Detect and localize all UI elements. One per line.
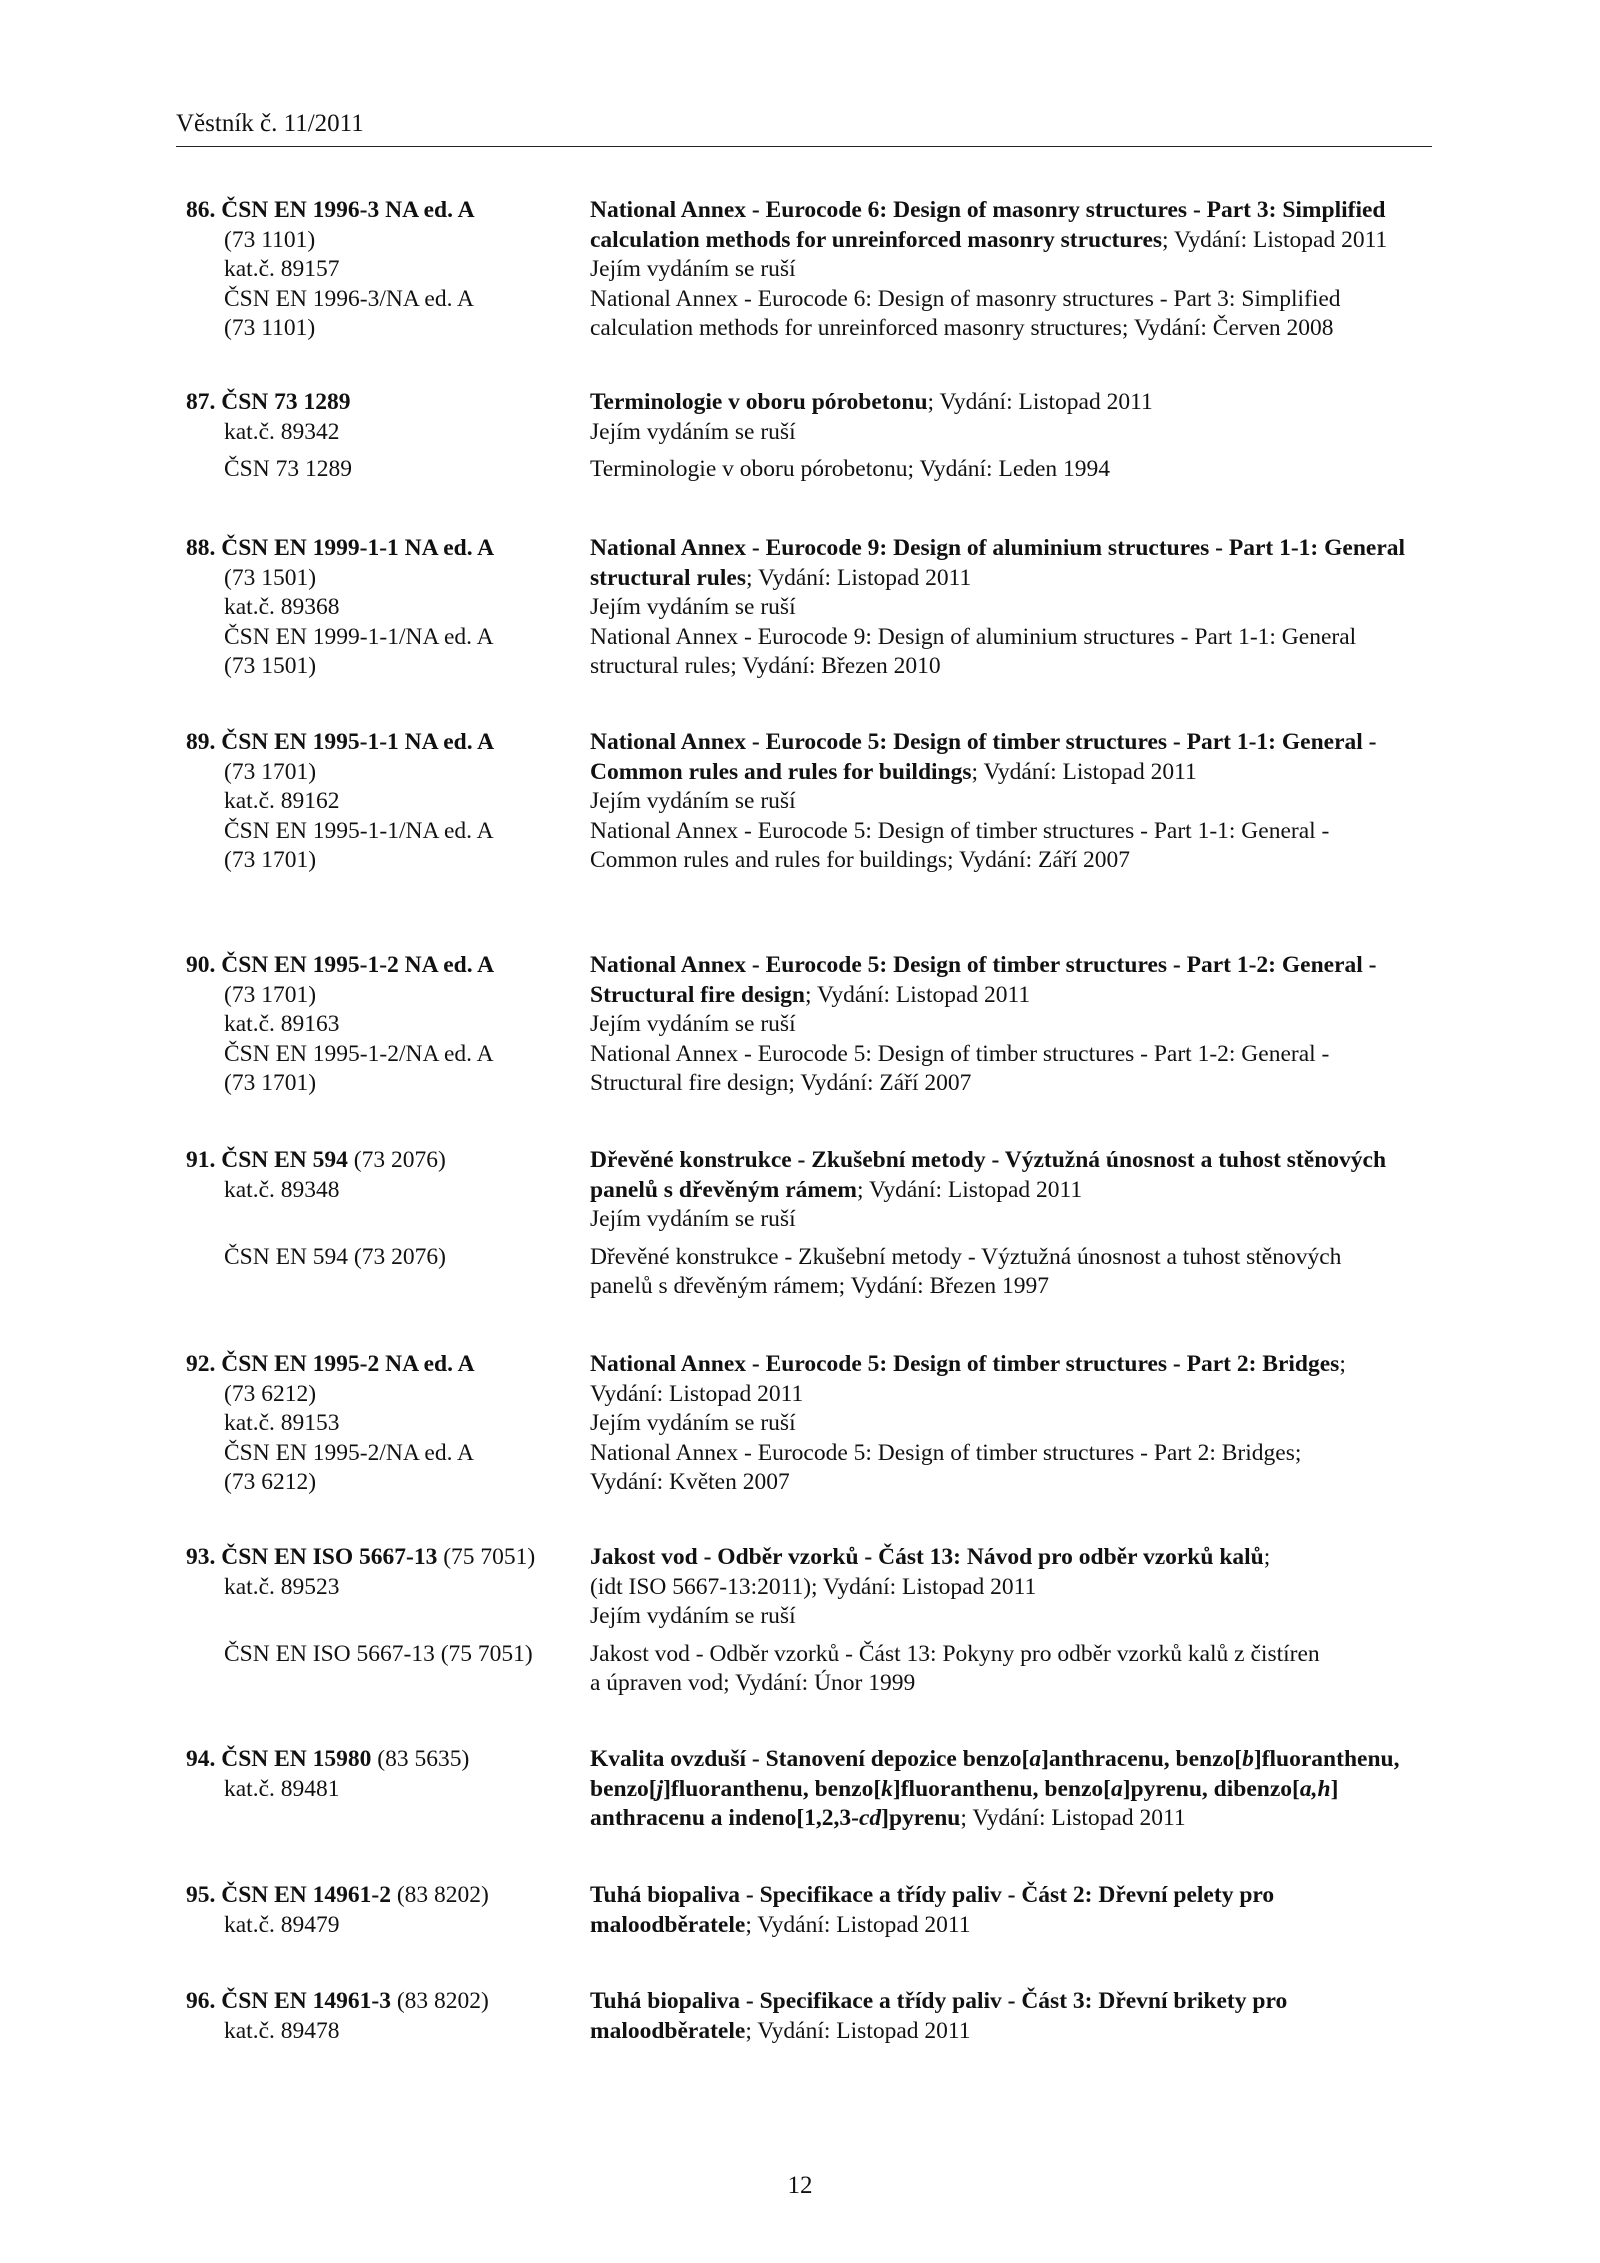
standard-title: Dřevěné konstrukce - Zkušební metody - Výztužná únosnost a tuhost stěnových bbox=[590, 1147, 1387, 1173]
catalog-number: kat.č. 89342 bbox=[224, 418, 340, 445]
replaced-standard-title-cont: Vydání: Květen 2007 bbox=[590, 1469, 790, 1495]
title-part-italic: a bbox=[1110, 1775, 1123, 1802]
standard-title-cont bbox=[590, 1804, 1450, 1834]
standard-title-cont: maloodběratele bbox=[590, 1911, 746, 1938]
title-part: ]fluoranthenu, benzo[ bbox=[892, 1775, 1111, 1802]
standard-title: Tuhá biopaliva - Specifikace a třídy paliv - Část 2: Dřevní pelety pro bbox=[590, 1882, 1275, 1908]
replaced-standard-title: Jakost vod - Odběr vzorků - Část 13: Pokyny pro odběr vzorků kalů z čistíren bbox=[590, 1640, 1320, 1667]
replaced-standard-title: National Annex - Eurocode 6: Design of masonry structures - Part 3: Simplified bbox=[590, 285, 1341, 312]
title-part-italic: cd bbox=[858, 1805, 882, 1831]
issue-date: ; Vydání: Listopad 2011 bbox=[927, 389, 1153, 415]
standard-title bbox=[590, 1745, 1450, 1775]
classification-number: (83 8202) bbox=[390, 1988, 489, 2014]
title-part: benzo[ bbox=[590, 1775, 657, 1802]
standard-title: National Annex - Eurocode 5: Design of timber structures - Part 1-2: General - bbox=[590, 952, 1377, 978]
standard-title-cont: Common rules and rules for buildings bbox=[590, 758, 972, 785]
standard-code: ČSN EN 1999-1-1 NA ed. A bbox=[221, 535, 495, 561]
entry-number: 87. bbox=[186, 389, 216, 415]
entry-number: 95. bbox=[186, 1882, 216, 1908]
standard-title: Terminologie v oboru pórobetonu bbox=[590, 389, 928, 415]
entry-number: 86. bbox=[186, 197, 216, 223]
entry-number: 91. bbox=[186, 1147, 216, 1173]
standard-code: ČSN EN 594 bbox=[221, 1147, 348, 1173]
title-punctuation: ; bbox=[1263, 1544, 1271, 1570]
classification-number: (73 1101) bbox=[224, 226, 316, 253]
replaced-classification-number: (73 1701) bbox=[224, 1070, 317, 1096]
replaced-standard-title: National Annex - Eurocode 5: Design of timber structures - Part 2: Bridges; bbox=[590, 1439, 1302, 1466]
cancels-note: Jejím vydáním se ruší bbox=[590, 594, 796, 620]
replaced-standard-code: ČSN 73 1289 bbox=[224, 456, 352, 482]
title-part-italic: j bbox=[656, 1775, 664, 1802]
replaced-standard-code: ČSN EN 1995-1-2/NA ed. A bbox=[224, 1040, 494, 1067]
classification-number: (73 1501) bbox=[224, 564, 317, 591]
replaced-standard-code: ČSN EN 1996-3/NA ed. A bbox=[224, 285, 475, 312]
title-part: ]anthracenu, benzo[ bbox=[1041, 1746, 1243, 1772]
title-punctuation: ; bbox=[1339, 1351, 1346, 1377]
standard-title: National Annex - Eurocode 6: Design of masonry structures - Part 3: Simplified bbox=[590, 197, 1386, 223]
catalog-number: kat.č. 89479 bbox=[224, 1911, 340, 1938]
title-part-italic: a bbox=[1029, 1746, 1042, 1772]
catalog-number: kat.č. 89348 bbox=[224, 1176, 340, 1203]
title-part-italic: b bbox=[1242, 1746, 1254, 1772]
cancels-note: Jejím vydáním se ruší bbox=[590, 788, 796, 814]
issue-date: ; Vydání: Listopad 2011 bbox=[746, 564, 972, 591]
standard-title-cont bbox=[590, 1775, 1450, 1805]
standard-code: ČSN EN 1995-1-2 NA ed. A bbox=[221, 952, 495, 978]
cancels-note: Jejím vydáním se ruší bbox=[590, 1603, 796, 1629]
standard-title: Tuhá biopaliva - Specifikace a třídy paliv - Část 3: Dřevní brikety pro bbox=[590, 1988, 1288, 2014]
catalog-number: kat.č. 89478 bbox=[224, 2017, 340, 2044]
issue-date: ; Vydání: Listopad 2011 bbox=[960, 1805, 1186, 1831]
standard-code: ČSN EN 14961-2 bbox=[221, 1882, 391, 1908]
classification-number: (83 5635) bbox=[371, 1746, 470, 1772]
standard-title-cont: structural rules bbox=[590, 564, 746, 591]
classification-number: (83 8202) bbox=[390, 1882, 489, 1908]
entry-number: 90. bbox=[186, 952, 216, 978]
cancels-note: Jejím vydáním se ruší bbox=[590, 1011, 796, 1037]
standard-code: ČSN EN 1996-3 NA ed. A bbox=[221, 197, 475, 223]
standard-title: Jakost vod - Odběr vzorků - Část 13: Návod pro odběr vzorků kalů bbox=[590, 1544, 1264, 1570]
title-part: ]fluoranthenu, benzo[ bbox=[663, 1775, 882, 1802]
issue-date: ; Vydání: Listopad 2011 bbox=[745, 1911, 971, 1938]
issue-date: ; Vydání: Listopad 2011 bbox=[856, 1176, 1083, 1203]
standard-title-cont: maloodběratele bbox=[590, 2017, 746, 2044]
replaced-classification-number: (73 1501) bbox=[224, 653, 317, 679]
replaced-standard-code: ČSN EN ISO 5667-13 (75 7051) bbox=[224, 1641, 533, 1667]
classification-number: (73 2076) bbox=[347, 1147, 446, 1173]
entry-number: 96. bbox=[186, 1988, 216, 2014]
replaced-classification-number: (73 6212) bbox=[224, 1469, 317, 1495]
replaced-standard-code: ČSN EN 1999-1-1/NA ed. A bbox=[224, 623, 494, 650]
catalog-number: kat.č. 89153 bbox=[224, 1410, 340, 1436]
replaced-standard-code: ČSN EN 1995-2/NA ed. A bbox=[224, 1439, 475, 1466]
entry-number: 89. bbox=[186, 729, 216, 755]
title-part-italic: k bbox=[881, 1775, 893, 1802]
standard-title-cont: calculation methods for unreinforced masonry structures bbox=[590, 226, 1163, 253]
cancels-note: Jejím vydáním se ruší bbox=[590, 256, 796, 282]
standard-title: National Annex - Eurocode 5: Design of timber structures - Part 2: Bridges bbox=[590, 1351, 1340, 1377]
page-header-title: Věstník č. 11/2011 bbox=[176, 110, 364, 137]
classification-number: (73 1701) bbox=[224, 758, 317, 785]
standard-code: ČSN EN ISO 5667-13 bbox=[221, 1544, 438, 1570]
title-part-italic: a,h bbox=[1299, 1775, 1331, 1802]
standard-code: ČSN EN 1995-1-1 NA ed. A bbox=[221, 729, 495, 755]
replaced-standard-title: National Annex - Eurocode 5: Design of timber structures - Part 1-1: General - bbox=[590, 817, 1330, 844]
replaced-standard-title: National Annex - Eurocode 9: Design of aluminium structures - Part 1-1: General bbox=[590, 623, 1357, 650]
title-part: anthracenu a indeno[1,2,3- bbox=[590, 1805, 859, 1831]
standard-code: ČSN EN 15980 bbox=[221, 1746, 372, 1772]
header-rule bbox=[176, 146, 1432, 147]
issue-date: Vydání: Listopad 2011 bbox=[590, 1380, 804, 1407]
replaced-classification-number: (73 1101) bbox=[224, 315, 316, 341]
catalog-number: kat.č. 89162 bbox=[224, 788, 340, 814]
page-number: 12 bbox=[787, 2172, 813, 2199]
standard-title-cont: Structural fire design bbox=[590, 981, 805, 1008]
entry-number: 94. bbox=[186, 1746, 216, 1772]
issue-date: ; Vydání: Listopad 2011 bbox=[1162, 226, 1388, 253]
issue-date: (idt ISO 5667-13:2011); Vydání: Listopad 2011 bbox=[590, 1573, 1037, 1600]
entry-number: 92. bbox=[186, 1351, 216, 1377]
classification-number: (73 1701) bbox=[224, 981, 317, 1008]
cancels-note: Jejím vydáním se ruší bbox=[590, 1410, 796, 1436]
entry-number: 88. bbox=[186, 535, 216, 561]
standard-title: National Annex - Eurocode 9: Design of aluminium structures - Part 1-1: General bbox=[590, 535, 1406, 561]
cancels-note: Jejím vydáním se ruší bbox=[590, 418, 796, 445]
issue-date: ; Vydání: Listopad 2011 bbox=[745, 2017, 971, 2044]
catalog-number: kat.č. 89481 bbox=[224, 1775, 340, 1802]
entry-number: 93. bbox=[186, 1544, 216, 1570]
replaced-standard-code: ČSN EN 594 (73 2076) bbox=[224, 1244, 446, 1270]
replaced-standard-title-cont: Common rules and rules for buildings; Vydání: Září 2007 bbox=[590, 847, 1131, 873]
issue-date: ; Vydání: Listopad 2011 bbox=[971, 758, 1197, 785]
replaced-standard-title-cont: panelů s dřevěným rámem; Vydání: Březen 1997 bbox=[590, 1273, 1049, 1299]
classification-number: (73 6212) bbox=[224, 1380, 317, 1407]
catalog-number: kat.č. 89163 bbox=[224, 1011, 340, 1037]
replaced-standard-code: ČSN EN 1995-1-1/NA ed. A bbox=[224, 817, 494, 844]
replaced-standard-title-cont: calculation methods for unreinforced masonry structures; Vydání: Červen 2008 bbox=[590, 315, 1334, 341]
replaced-standard-title-cont: a úpraven vod; Vydání: Únor 1999 bbox=[590, 1670, 916, 1696]
standard-title: National Annex - Eurocode 5: Design of timber structures - Part 1-1: General - bbox=[590, 729, 1377, 755]
cancels-note: Jejím vydáním se ruší bbox=[590, 1206, 796, 1232]
title-part: ] bbox=[1330, 1775, 1339, 1802]
issue-date: ; Vydání: Listopad 2011 bbox=[804, 981, 1031, 1008]
replaced-standard-title: Terminologie v oboru pórobetonu; Vydání: Leden 1994 bbox=[590, 456, 1111, 482]
catalog-number: kat.č. 89157 bbox=[224, 256, 340, 282]
standard-code: ČSN EN 1995-2 NA ed. A bbox=[221, 1351, 475, 1377]
standard-code: ČSN 73 1289 bbox=[221, 389, 351, 415]
replaced-standard-title-cont: structural rules; Vydání: Březen 2010 bbox=[590, 653, 941, 679]
catalog-number: kat.č. 89523 bbox=[224, 1573, 340, 1600]
title-part: ]pyrenu bbox=[881, 1805, 961, 1831]
replaced-standard-title-cont: Structural fire design; Vydání: Září 2007 bbox=[590, 1070, 972, 1096]
replaced-standard-title: National Annex - Eurocode 5: Design of timber structures - Part 1-2: General - bbox=[590, 1040, 1330, 1067]
catalog-number: kat.č. 89368 bbox=[224, 594, 340, 620]
replaced-standard-title: Dřevěné konstrukce - Zkušební metody - Výztužná únosnost a tuhost stěnových bbox=[590, 1243, 1342, 1270]
replaced-classification-number: (73 1701) bbox=[224, 847, 317, 873]
title-part: Kvalita ovzduší - Stanovení depozice benzo[ bbox=[590, 1746, 1030, 1772]
classification-number: (75 7051) bbox=[437, 1544, 536, 1570]
standard-code: ČSN EN 14961-3 bbox=[221, 1988, 391, 2014]
title-part: ]fluoranthenu, bbox=[1253, 1746, 1400, 1772]
title-part: ]pyrenu, dibenzo[ bbox=[1122, 1775, 1300, 1802]
standard-title-cont: panelů s dřevěným rámem bbox=[590, 1176, 857, 1203]
